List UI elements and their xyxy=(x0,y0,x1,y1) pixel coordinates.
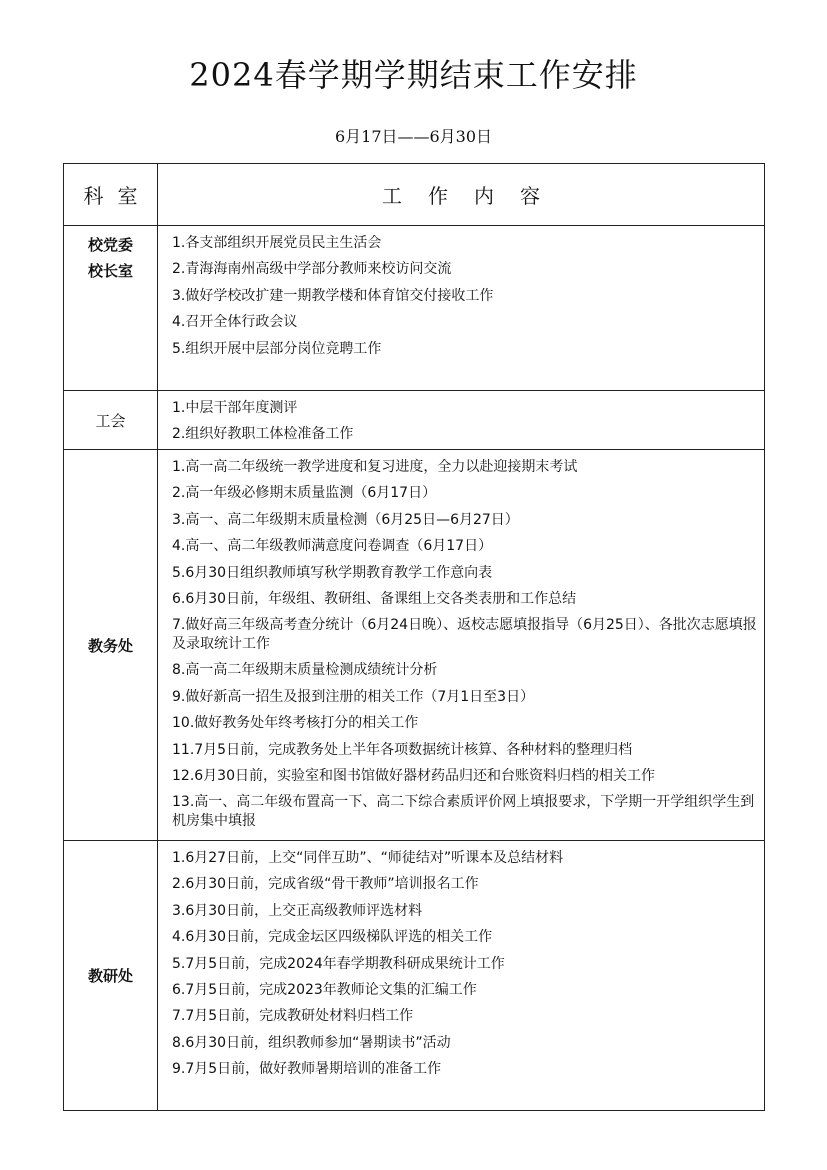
department-cell xyxy=(64,391,158,450)
task-item: 6.7月5日前，完成2023年教师论文集的汇编工作 xyxy=(172,982,477,999)
department-name: 工会 xyxy=(95,411,126,430)
schedule-table xyxy=(63,163,765,1111)
task-item: 13.高一、高二年级布置高一下、高二下综合素质评价网上填报要求，下学期一开学组织学生到机房集中填报 xyxy=(172,794,755,830)
department-name: 校党委 xyxy=(87,236,133,254)
task-item: 5.7月5日前，完成2024年春学期教科研成果统计工作 xyxy=(172,955,505,972)
task-item: 10.做好教务处年终考核打分的相关工作 xyxy=(172,715,419,732)
task-item: 9.7月5日前，做好教师暑期培训的准备工作 xyxy=(172,1061,442,1078)
task-item: 7.7月5日前，完成教研处材料归档工作 xyxy=(172,1008,414,1025)
tasks-cell xyxy=(158,841,765,1111)
department-name: 教研处 xyxy=(87,967,133,985)
task-item: 5.6月30日组织教师填写秋学期教育教学工作意向表 xyxy=(172,564,493,581)
table-header-row xyxy=(64,164,765,226)
task-item: 4.高一、高二年级教师满意度问卷调查（6月17日） xyxy=(172,538,493,555)
task-item: 3.做好学校改扩建一期教学楼和体育馆交付接收工作 xyxy=(172,287,494,304)
table-row xyxy=(64,841,765,1111)
page-title: 2024春学期学期结束工作安排 xyxy=(189,56,638,94)
task-item: 9.做好新高一招生及报到注册的相关工作（7月1日至3日） xyxy=(172,688,535,705)
task-item: 11.7月5日前，完成教务处上半年各项数据统计核算、各种材料的整理归档 xyxy=(172,741,633,758)
task-item: 1.各支部组织开展党员民主生活会 xyxy=(172,235,382,251)
tasks-cell xyxy=(158,450,765,841)
task-item: 7.做好高三年级高考查分统计（6月24日晚）、返校志愿填报指导（6月25日）、各批次志愿填报及录取统计工作 xyxy=(172,617,757,653)
task-item: 8.6月30日前，组织教师参加“暑期读书”活动 xyxy=(172,1034,451,1051)
department-cell xyxy=(64,226,158,391)
header-department: 科室 xyxy=(64,164,158,226)
task-item: 1.6月27日前，上交“同伴互助”、“师徒结对”听课本及总结材料 xyxy=(172,850,564,866)
task-item: 2.高一年级必修期末质量监测（6月17日） xyxy=(172,485,437,502)
table-row xyxy=(64,226,765,391)
task-item: 12.6月30日前，实验室和图书馆做好器材药品归还和台账资料归档的相关工作 xyxy=(172,768,655,785)
task-item: 4.6月30日前，完成金坛区四级梯队评选的相关工作 xyxy=(172,929,493,946)
task-item: 6.6月30日前，年级组、教研组、备课组上交各类表册和工作总结 xyxy=(172,591,577,608)
task-item: 1.高一高二年级统一教学进度和复习进度，全力以赴迎接期末考试 xyxy=(172,459,578,475)
date-range: 6月17日——6月30日 xyxy=(334,127,493,146)
tasks-cell xyxy=(158,226,765,391)
department-name: 教务处 xyxy=(87,636,133,655)
task-item: 1.中层干部年度测评 xyxy=(172,400,298,416)
task-item: 8.高一高二年级期末质量检测成绩统计分析 xyxy=(172,662,438,679)
task-item: 2.青海海南州高级中学部分教师来校访问交流 xyxy=(172,261,452,278)
task-item: 5.组织开展中层部分岗位竞聘工作 xyxy=(172,340,382,357)
task-item: 2.组织好教职工体检准备工作 xyxy=(172,426,354,443)
department-name: 校长室 xyxy=(87,262,133,280)
task-item: 4.召开全体行政会议 xyxy=(172,314,298,331)
tasks-cell xyxy=(158,391,765,450)
task-item: 2.6月30日前，完成省级“骨干教师”培训报名工作 xyxy=(172,876,479,893)
header-content: 工作内容 xyxy=(158,164,765,226)
table-row xyxy=(64,391,765,450)
department-cell xyxy=(64,841,158,1111)
table-row xyxy=(64,450,765,841)
task-item: 3.高一、高二年级期末质量检测（6月25日—6月27日） xyxy=(172,511,519,528)
department-cell xyxy=(64,450,158,841)
task-item: 3.6月30日前，上交正高级教师评选材料 xyxy=(172,902,423,919)
